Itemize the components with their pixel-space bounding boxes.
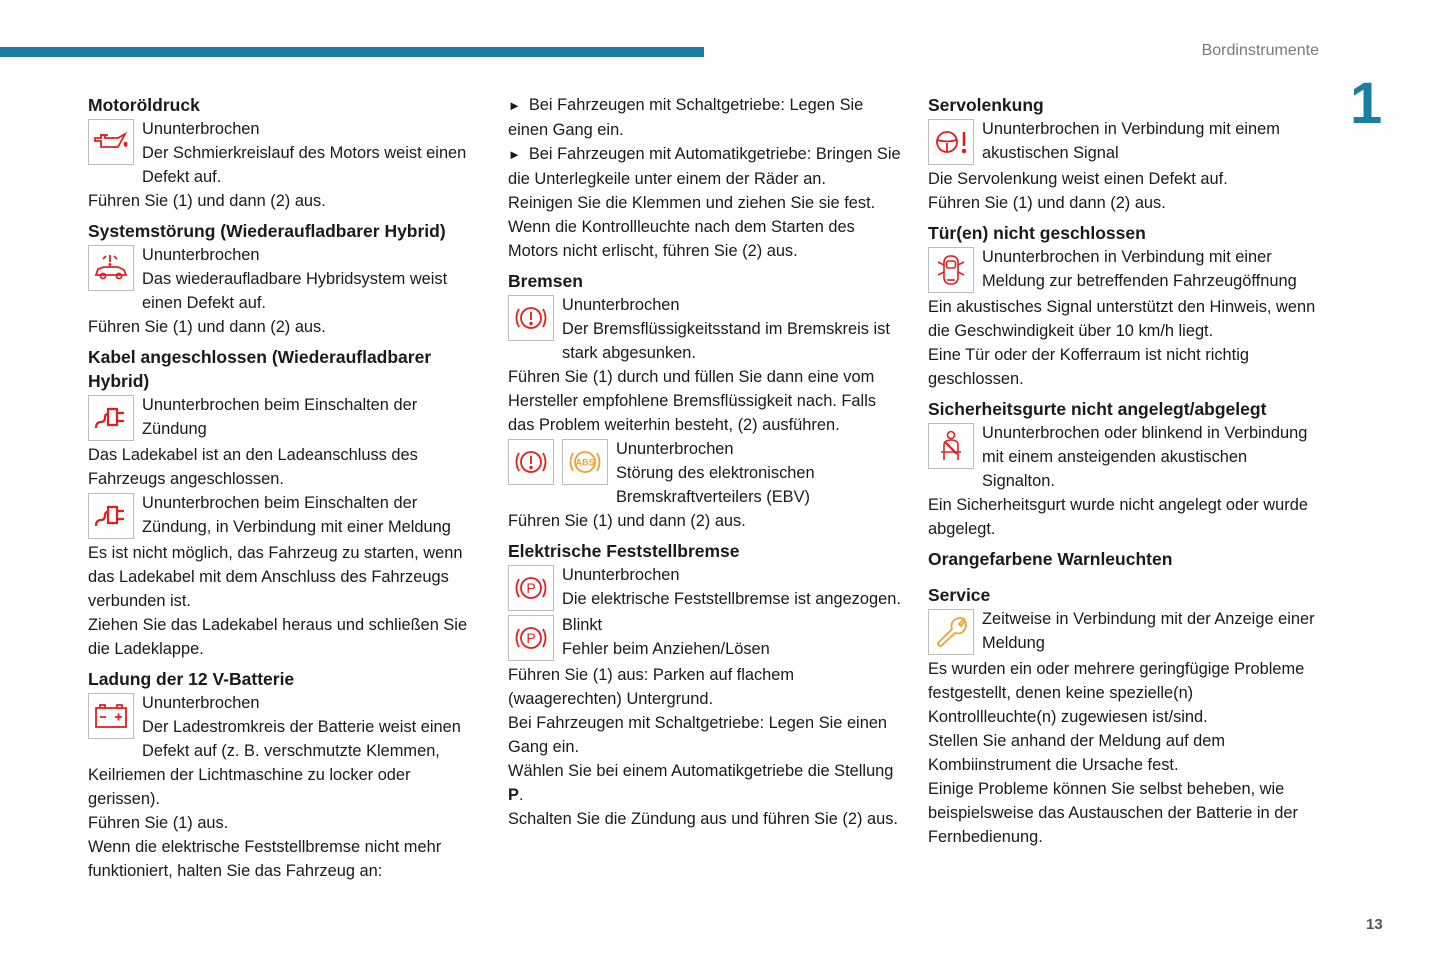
hybrid-fault-icon xyxy=(88,245,134,291)
page-number: 13 xyxy=(1366,916,1383,933)
text-line: Reinigen Sie die Klemmen und ziehen Sie sie fest. xyxy=(508,194,876,212)
spacer xyxy=(928,571,1324,583)
text-line: Ziehen Sie das Ladekabel heraus und schließen Sie die Ladeklappe. xyxy=(88,616,468,658)
text-line: Bei Fahrzeugen mit Schaltgetriebe: Legen Sie einen Gang ein. xyxy=(508,714,888,756)
column-3 xyxy=(928,93,1324,849)
heading-brakes: Bremsen xyxy=(508,271,583,291)
text-line: Eine Tür oder der Kofferraum ist nicht richtig geschlossen. xyxy=(928,346,1249,388)
battery-icon xyxy=(88,693,134,739)
text-line: Die elektrische Feststellbremse ist angezogen. xyxy=(562,590,901,608)
text-line: Es wurden ein oder mehrere geringfügige Probleme festgestellt, denen keine spezielle(n) Kontrollleuchte(n) zugewiesen ist/sind. xyxy=(928,660,1305,726)
text-line: Störung des elektronischen Bremskraftverteilers (EBV) xyxy=(616,464,815,506)
text-line: Der Schmierkreislauf des Motors weist einen Defekt auf. xyxy=(142,144,467,186)
text-line: Ununterbrochen beim Einschalten der Zündung, in Verbindung mit einer Meldung xyxy=(142,494,451,536)
text-line: Ein akustisches Signal unterstützt den Hinweis, wenn die Geschwindigkeit über 10 km/h liegt. xyxy=(928,298,1316,340)
text-line: Ununterbrochen in Verbindung mit einer Meldung zur betreffenden Fahrzeugöffnung xyxy=(982,248,1297,290)
bullet-item: ► Bei Fahrzeugen mit Automatikgetriebe: Bringen Sie die Unterlegkeile unter einem der Räder an. xyxy=(508,145,901,188)
brake-icon xyxy=(508,439,554,485)
heading-service: Service xyxy=(928,585,991,605)
heading-oil-pressure: Motoröldruck xyxy=(88,95,200,115)
text-line: Das wiederaufladbare Hybridsystem weist einen Defekt auf. xyxy=(142,270,448,312)
entry-brakes xyxy=(508,293,904,365)
text-line: Ununterbrochen in Verbindung mit einem akustischen Signal xyxy=(982,120,1280,162)
column-2 xyxy=(508,93,904,831)
door-open-icon xyxy=(928,247,974,293)
text-line: Ununterbrochen xyxy=(616,440,734,458)
text-line: Zeitweise in Verbindung mit der Anzeige einer Meldung xyxy=(982,610,1315,652)
chapter-number: 1 xyxy=(1350,71,1383,136)
text-line: Ununterbrochen xyxy=(142,694,260,712)
header-accent-bar xyxy=(0,47,704,57)
seatbelt-icon xyxy=(928,423,974,469)
text-line: Ununterbrochen beim Einschalten der Zündung xyxy=(142,396,418,438)
text-line: Schalten Sie die Zündung aus und führen Sie (2) aus. xyxy=(508,810,898,828)
column-1 xyxy=(88,93,480,883)
entry-hybrid-fault xyxy=(88,243,480,315)
parking-brake-icon xyxy=(508,565,554,611)
entry-power-steering xyxy=(928,117,1324,167)
text-line: Führen Sie (1) und dann (2) aus. xyxy=(928,194,1166,212)
entry-charging-cable-1 xyxy=(88,393,480,443)
heading-seatbelt: Sicherheitsgurte nicht angelegt/abgelegt xyxy=(928,399,1267,419)
power-steering-icon xyxy=(928,119,974,165)
text-line: Der Ladestromkreis der Batterie weist einen Defekt auf (z. B. verschmutzte Klemmen, Keilriemen der Lichtmaschine zu locker oder gerissen). xyxy=(88,718,461,808)
text-line: Ununterbrochen xyxy=(142,120,260,138)
abs-label: ABS xyxy=(575,457,595,468)
text-line: Das Ladekabel ist an den Ladeanschluss des Fahrzeugs angeschlossen. xyxy=(88,446,418,488)
text-line: Führen Sie (1) aus. xyxy=(88,814,229,832)
text-line: Ununterbrochen oder blinkend in Verbindung mit einem ansteigenden akustischen Signalton. xyxy=(982,424,1308,490)
text-line: Wählen Sie bei einem Automatikgetriebe die Stellung P. xyxy=(508,762,894,804)
entry-charging-cable-2 xyxy=(88,491,480,541)
text-line: Blinkt xyxy=(562,616,603,634)
p-label: P xyxy=(526,580,536,596)
heading-hybrid-fault: Systemstörung (Wiederaufladbarer Hybrid) xyxy=(88,221,446,241)
heading-battery: Ladung der 12 V-Batterie xyxy=(88,669,295,689)
parking-brake-icon xyxy=(508,615,554,661)
text-line: Führen Sie (1) aus: Parken auf flachem (waagerechten) Untergrund. xyxy=(508,666,795,708)
charging-cable-icon xyxy=(88,395,134,441)
brake-icon xyxy=(508,295,554,341)
entry-ebv xyxy=(508,437,904,509)
text-line: Es ist nicht möglich, das Fahrzeug zu starten, wenn das Ladekabel mit dem Anschluss des Fahrzeugs verbunden ist. xyxy=(88,544,463,610)
heading-charging-cable: Kabel angeschlossen (Wiederaufladbarer Hybrid) xyxy=(88,347,432,391)
text-line: Der Bremsflüssigkeitsstand im Bremskreis ist stark abgesunken. xyxy=(562,320,890,362)
entry-parking-brake-fault xyxy=(508,613,904,663)
text-line: Ununterbrochen xyxy=(562,566,680,584)
heading-parking-brake: Elektrische Feststellbremse xyxy=(508,541,740,561)
text-line: Führen Sie (1) und dann (2) aus. xyxy=(88,192,326,210)
text-line: Die Servolenkung weist einen Defekt auf. xyxy=(928,170,1228,188)
text-line: Ununterbrochen xyxy=(142,246,260,264)
charging-cable-icon xyxy=(88,493,134,539)
entry-oil-pressure xyxy=(88,117,480,189)
heading-door-open: Tür(en) nicht geschlossen xyxy=(928,223,1146,243)
text-line: Einige Probleme können Sie selbst beheben, wie beispielsweise das Austauschen der Batterie in der Fernbedienung. xyxy=(928,780,1298,846)
text-line: Stellen Sie anhand der Meldung auf dem Kombiinstrument die Ursache fest. xyxy=(928,732,1226,774)
text-line: Ununterbrochen xyxy=(562,296,680,314)
bullet-arrow-icon: ► xyxy=(508,147,521,162)
entry-seatbelt xyxy=(928,421,1324,493)
heading-power-steering: Servolenkung xyxy=(928,95,1044,115)
text-line: Führen Sie (1) durch und füllen Sie dann eine vom Hersteller empfohlene Bremsflüssigkeit nach. Falls das Problem weiterhin besteht, (2) ausführen. xyxy=(508,368,877,434)
oil-pressure-icon xyxy=(88,119,134,165)
text-line: Führen Sie (1) und dann (2) aus. xyxy=(508,512,746,530)
p-label: P xyxy=(526,630,536,646)
text-line: Führen Sie (1) und dann (2) aus. xyxy=(88,318,326,336)
text-line: Wenn die Kontrollleuchte nach dem Starten des Motors nicht erlischt, führen Sie (2) aus. xyxy=(508,218,855,260)
entry-door-open xyxy=(928,245,1324,295)
text-line: Ein Sicherheitsgurt wurde nicht angelegt oder wurde abgelegt. xyxy=(928,496,1308,538)
service-wrench-icon xyxy=(928,609,974,655)
entry-parking-brake-on xyxy=(508,563,904,613)
entry-service xyxy=(928,607,1324,657)
bullet-arrow-icon: ► xyxy=(508,98,521,113)
section-title: Bordinstrumente xyxy=(1201,42,1319,59)
abs-icon xyxy=(562,439,608,485)
text-line: Fehler beim Anziehen/Lösen xyxy=(562,640,770,658)
entry-battery xyxy=(88,691,480,811)
text-line: Wenn die elektrische Feststellbremse nicht mehr funktioniert, halten Sie das Fahrzeug an: xyxy=(88,838,442,880)
bullet-item: ► Bei Fahrzeugen mit Schaltgetriebe: Legen Sie einen Gang ein. xyxy=(508,96,864,139)
heading-orange-warnings: Orangefarbene Warnleuchten xyxy=(928,549,1173,569)
